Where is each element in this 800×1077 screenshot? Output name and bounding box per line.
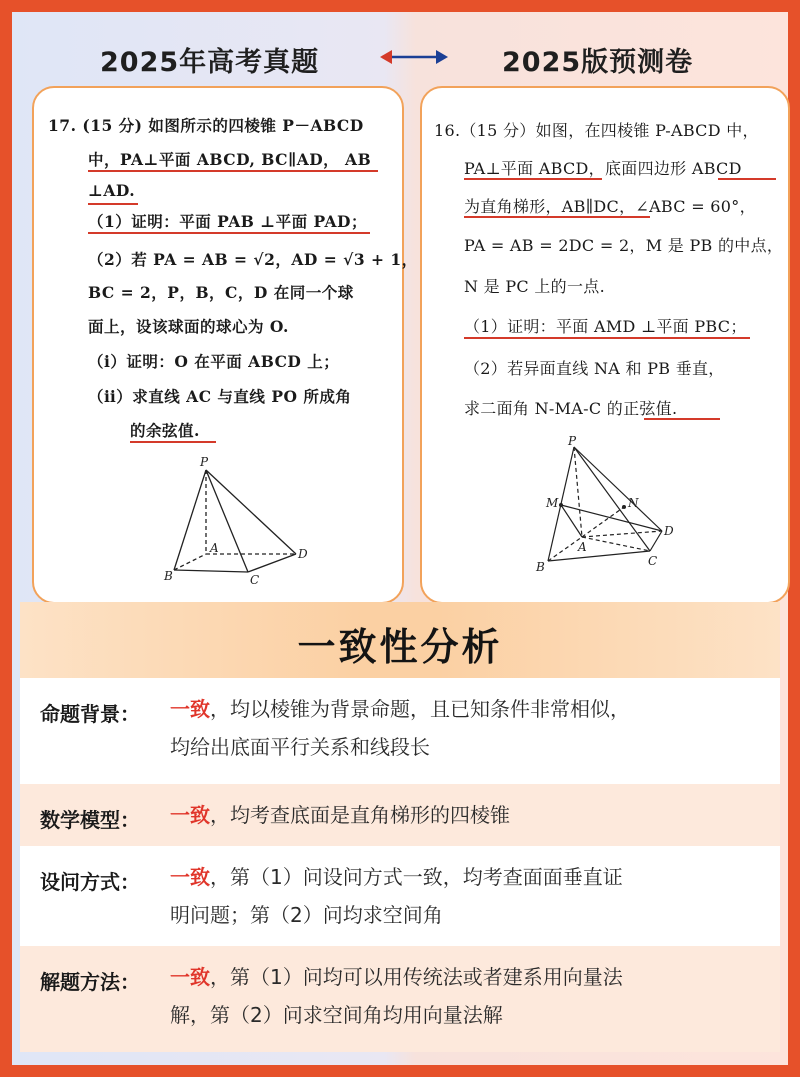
question-line: PA = AB = 2DC = 2，M 是 PB 的中点， (464, 236, 784, 255)
row-label: 命题背景： (40, 702, 140, 726)
question-line: 面上，设该球面的球心为 O. (88, 317, 289, 336)
red-underline (88, 203, 138, 205)
row-text-line2: 解，第（2）问求空间角均用向量法解 (170, 1003, 503, 1027)
red-underline (464, 216, 650, 218)
pyramid-figure-right (526, 433, 686, 573)
question-line: （ⅱ）求直线 AC 与直线 PO 所成角 (88, 387, 352, 406)
question-line: （2）若异面直线 NA 和 PB 垂直， (464, 359, 725, 378)
figure-label: B (536, 560, 545, 573)
highlight-text: 一致 (170, 803, 210, 827)
question-line: 为直角梯形，AB∥DC，∠ABC = 60°， (464, 197, 756, 216)
question-line: 中，PA⊥平面 ABCD, BC∥AD， AB (88, 150, 372, 169)
figure-label: C (250, 573, 260, 587)
row-text (170, 690, 770, 766)
analysis-row-questioning (20, 846, 780, 946)
red-underline (88, 232, 370, 234)
figure-label: D (298, 547, 308, 561)
row-text (170, 858, 770, 934)
analysis-title: 一致性分析 (297, 625, 503, 669)
red-underline (464, 178, 602, 180)
row-label: 解题方法： (40, 970, 140, 994)
figure-label: B (164, 569, 173, 583)
red-underline (130, 441, 216, 443)
red-underline (718, 178, 776, 180)
figure-label: P (568, 434, 577, 448)
double-arrow-icon (380, 47, 448, 67)
prediction-question-card (420, 86, 790, 604)
question-line: BC = 2，P，B，C，D 在同一个球 (88, 283, 354, 302)
analysis-row-method (20, 946, 780, 1052)
figure-label: D (664, 524, 674, 538)
highlight-text: 一致 (170, 865, 210, 889)
red-underline (644, 418, 720, 420)
row-text-line1: ，均以棱锥为背景命题，且已知条件非常相似， (210, 697, 630, 721)
right-title: 2025版预测卷 (502, 47, 694, 78)
row-text-line2: 明问题；第（2）问均求空间角 (170, 903, 443, 927)
highlight-text: 一致 (170, 697, 210, 721)
gaokao-question-card (32, 86, 418, 604)
question-line: （1）证明：平面 AMD ⊥平面 PBC； (464, 317, 747, 336)
row-text (170, 958, 770, 1034)
question-line: （ⅰ）证明：O 在平面 ABCD 上； (88, 352, 340, 371)
analysis-row-background (20, 678, 780, 784)
question-line: 16.（15 分）如图，在四棱锥 P-ABCD 中， (434, 121, 759, 140)
analysis-header (20, 602, 780, 678)
question-line: （1）证明：平面 PAB ⊥平面 PAD； (88, 212, 368, 231)
figure-label: M (546, 496, 559, 510)
row-text-line1: ，第（1）问均可以用传统法或者建系用向量法 (210, 965, 623, 989)
figure-label: C (648, 554, 658, 568)
row-text-line1: ，第（1）问设问方式一致，均考查面面垂直证 (210, 865, 623, 889)
left-title: 2025年高考真题 (100, 47, 320, 78)
row-text-line1: ，均考查底面是直角梯形的四棱锥 (210, 803, 510, 827)
red-underline (88, 170, 378, 172)
pyramid-figure-left (154, 448, 324, 588)
question-line: PA⊥平面 ABCD，底面四边形 ABCD (464, 159, 742, 178)
figure-label: A (578, 540, 587, 554)
row-text-line2: 均给出底面平行关系和线段长 (170, 735, 430, 759)
question-line: 的余弦值. (130, 421, 200, 440)
question-line: 求二面角 N-MA-C 的正弦值. (464, 399, 678, 418)
row-label: 设问方式： (40, 870, 140, 894)
question-line: 17. (15 分) 如图所示的四棱锥 P－ABCD (48, 116, 364, 135)
analysis-row-model (20, 784, 780, 846)
red-underline (464, 337, 750, 339)
question-line: ⊥AD. (88, 181, 136, 200)
highlight-text: 一致 (170, 965, 210, 989)
figure-label: N (628, 496, 639, 510)
figure-label: P (200, 455, 209, 469)
figure-label: A (210, 541, 219, 555)
question-line: （2）若 PA = AB = √2，AD = √3 + 1， (88, 250, 418, 269)
row-text (170, 796, 770, 834)
question-line: N 是 PC 上的一点. (464, 277, 605, 296)
row-label: 数学模型： (40, 808, 140, 832)
